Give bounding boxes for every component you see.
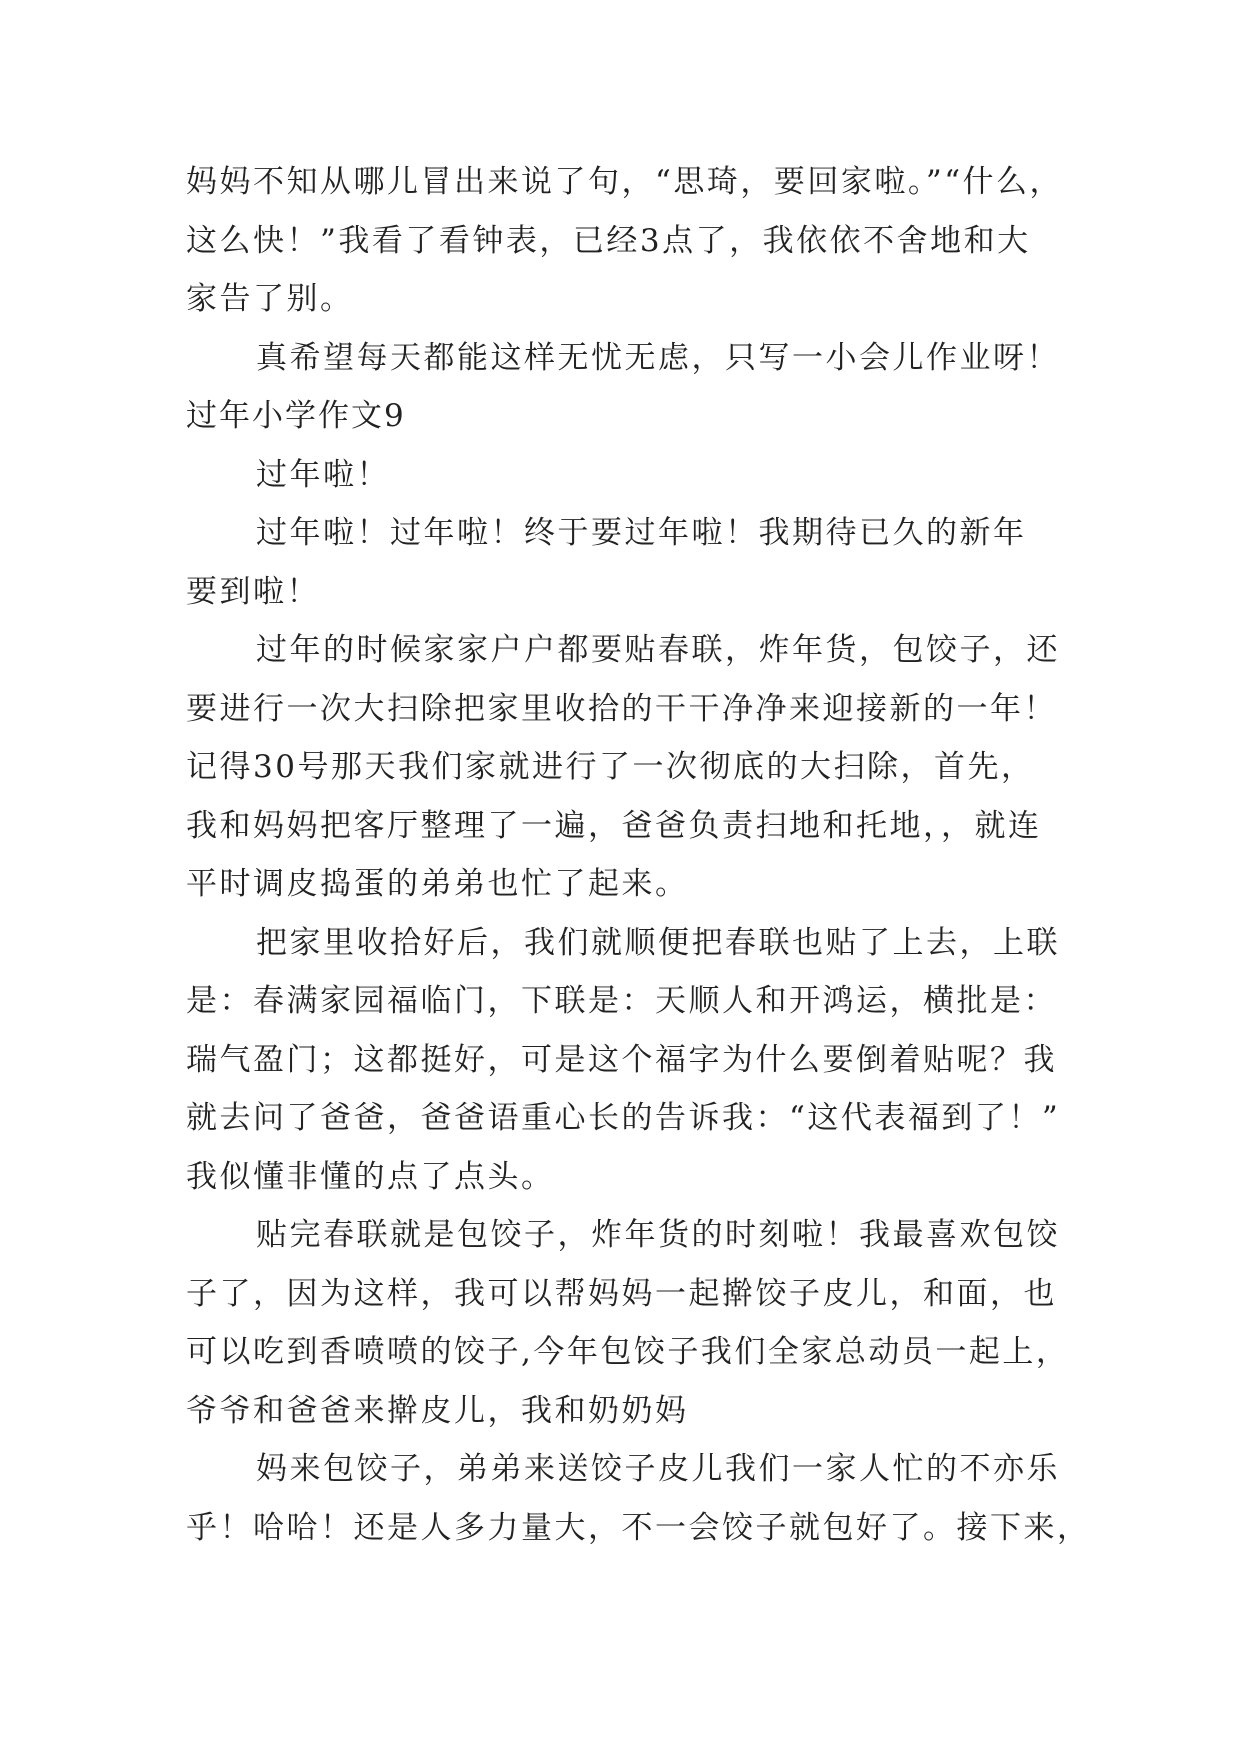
paragraph-3 [186, 446, 1066, 505]
paragraph-7 [186, 1206, 1070, 1440]
text-line: 我似懂非懂的点了点头。 [186, 1158, 555, 1195]
text-line: 真希望每天都能这样无忧无虑，只写一小会儿作业呀！ [256, 339, 1060, 376]
paragraph-5 [186, 621, 1066, 914]
text-line: 可以吃到香喷喷的饺子,今年包饺子我们全家总动员一起上， [186, 1334, 1070, 1370]
text-line: 就去问了爸爸，爸爸语重心长的告诉我：“这代表福到了！” [186, 1100, 1061, 1136]
paragraph-8 [186, 1440, 1091, 1557]
document-body [186, 153, 1091, 1557]
paragraph-6 [186, 914, 1066, 1207]
essay-title [186, 387, 1066, 446]
paragraph-4 [186, 504, 1066, 621]
text-line: 妈来包饺子，弟弟来送饺子皮儿我们一家人忙的不亦乐 [256, 1451, 1060, 1487]
title-line: 过年小学作文9 [186, 398, 406, 434]
text-line: 爷爷和爸爸来擀皮儿，我和奶奶妈 [186, 1392, 689, 1429]
text-line: 要到啦！ [186, 573, 320, 610]
text-line: 过年的时候家家户户都要贴春联，炸年货，包饺子，还 [256, 632, 1060, 668]
text-line: 贴完春联就是包饺子，炸年货的时刻啦！我最喜欢包饺 [256, 1217, 1060, 1253]
text-line: 是：春满家园福临门，下联是：天顺人和开鸿运，横批是： [186, 983, 1057, 1019]
text-line: 过年啦！过年啦！终于要过年啦！我期待已久的新年 [256, 515, 1027, 551]
text-line: 妈妈不知从哪儿冒出来说了句，“思琦，要回家啦。”“什么， [186, 164, 1064, 200]
text-line: 家告了别。 [186, 281, 354, 317]
paragraph-1 [186, 153, 1066, 329]
text-line: 我和妈妈把客厅整理了一遍，爸爸负责扫地和托地，，就连 [186, 807, 1042, 844]
text-line: 子了，因为这样，我可以帮妈妈一起擀饺子皮儿，和面，也 [186, 1275, 1057, 1312]
text-line: 瑞气盈门；这都挺好，可是这个福字为什么要倒着贴呢？我 [186, 1041, 1057, 1078]
text-line: 过年啦！ [256, 456, 390, 493]
text-line: 平时调皮捣蛋的弟弟也忙了起来。 [186, 866, 689, 902]
paragraph-2 [186, 329, 1066, 388]
text-line: 乎！哈哈！还是人多力量大，不一会饺子就包好了。接下来， [186, 1509, 1091, 1546]
text-line: 记得30号那天我们家就进行了一次彻底的大扫除，首先， [186, 749, 1035, 785]
text-line: 这么快！”我看了看钟表，已经3点了，我依依不舍地和大 [186, 222, 1031, 259]
text-line: 把家里收拾好后，我们就顺便把春联也贴了上去，上联 [256, 924, 1060, 961]
text-line: 要进行一次大扫除把家里收拾的干干净净来迎接新的一年！ [186, 690, 1057, 727]
